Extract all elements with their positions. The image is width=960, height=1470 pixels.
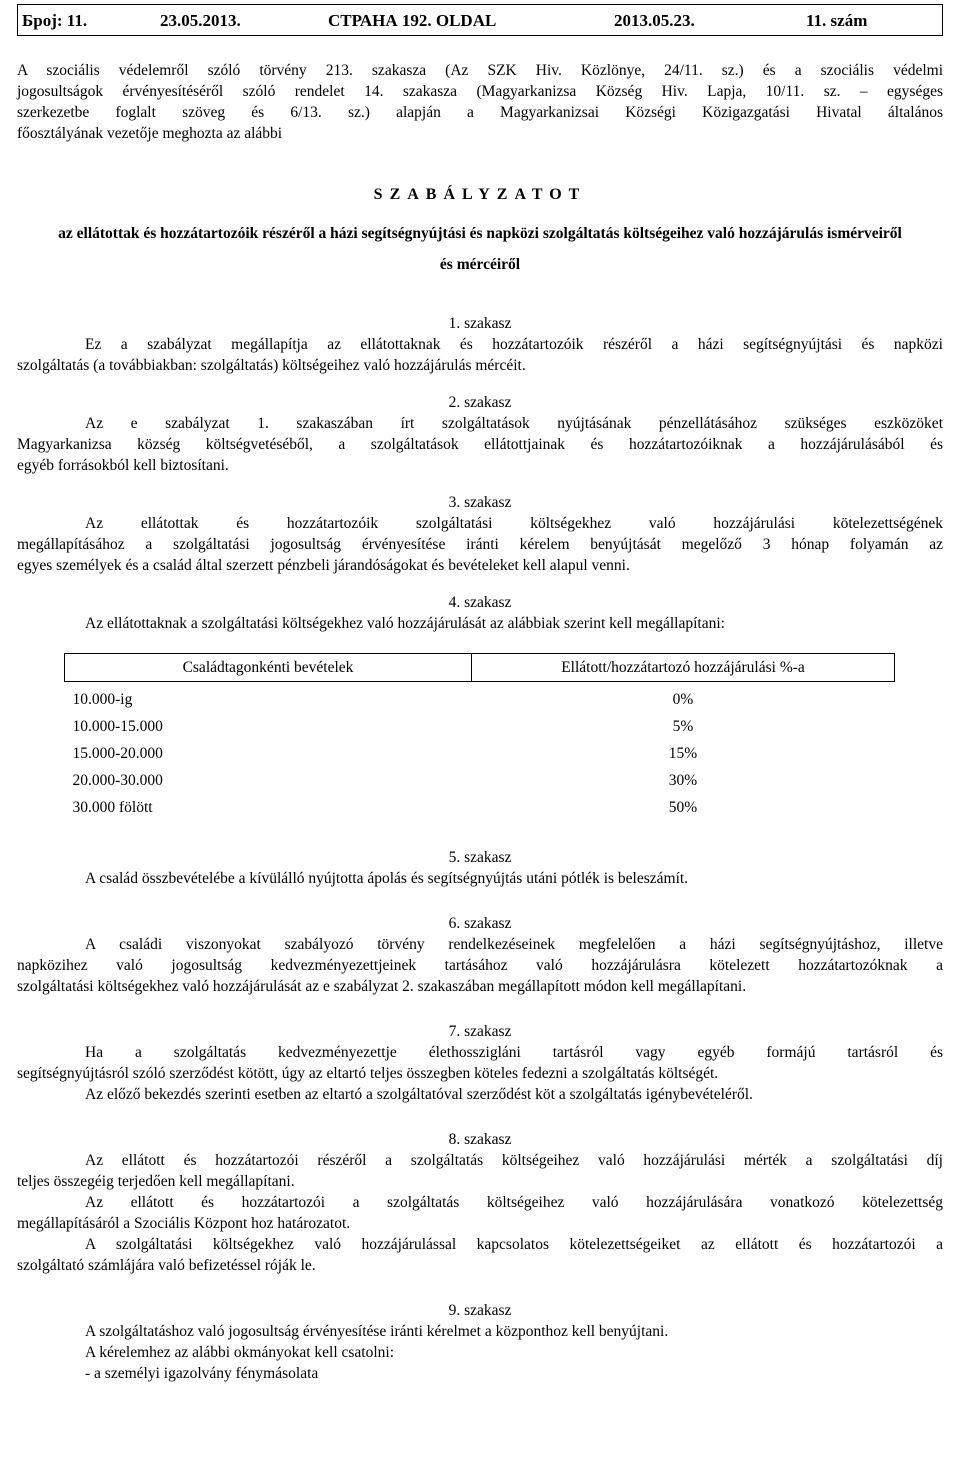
paragraph-line: Az ellátott és hozzátartozói a szolgáltatás költségeihez való hozzájárulására vonatkozó kötelezettség (85, 1194, 943, 1211)
table-cell-income: 20.000-30.000 (72, 772, 163, 789)
paragraph-line: Ha a szolgáltatás kedvezményezettje élethosszigláni tartásról vagy egyéb formájú tartásról és (85, 1044, 943, 1061)
paragraph-line: A szolgáltatáshoz való jogosultság érvényesítése iránti kérelmet a központhoz kell benyújtani. (85, 1323, 669, 1340)
paragraph-line: napközihez való jogosultság kedvezményezettjeinek tartásához való hozzájárulásra kötelezett hozzátartozóknak a (17, 957, 943, 974)
preamble (17, 60, 943, 144)
table-cell-percent: 30% (668, 772, 698, 789)
paragraph-line: segítségnyújtásról szóló szerződést kötött, úgy az eltartó teljes összegben köteles fedezni a szolgáltatás költségét. (17, 1065, 719, 1082)
table-cell-income: 30.000 fölött (72, 799, 153, 816)
paragraph-line: A szolgáltatási költségekhez való hozzájárulással kapcsolatos kötelezettségeiket az ellátott és hozzátartozói a (85, 1236, 943, 1253)
table-header-percent: Ellátott/hozzátartozó hozzájárulási %-a (472, 654, 895, 682)
section-title: 8. szakasz (448, 1131, 512, 1148)
table-cell-percent: 15% (668, 745, 698, 762)
paragraph-line: Az előző bekezdés szerinti esetben az eltartó a szolgáltatóval szerződést köt a szolgáltatás igénybevételéről. (85, 1086, 753, 1103)
paragraph-line: A kérelemhez az alábbi okmányokat kell csatolni: (85, 1344, 395, 1361)
paragraph-line: Az ellátott és hozzátartozói részéről a szolgáltatás költségeihez való hozzájárulási mérték a szolgáltatási díj (85, 1152, 943, 1169)
header-broj: Број: 11. (22, 11, 88, 30)
paragraph-line: megállapításáról a Szociális Központ hoz határozatot. (17, 1215, 351, 1232)
section-2 (17, 392, 943, 476)
section-title: 6. szakasz (448, 915, 512, 932)
section-title: 1. szakasz (448, 315, 512, 332)
table-cell-percent: 0% (672, 691, 694, 708)
section-8 (17, 1129, 943, 1276)
paragraph-line: szolgáltatási költségekhez való hozzájárulását az e szabályzat 2. szakaszában megállapított módon kell megállapítani. (17, 978, 747, 995)
header-date-serbian: 23.05.2013. (160, 11, 241, 30)
section-title: 3. szakasz (448, 494, 512, 511)
section-4 (17, 592, 943, 634)
section-3 (17, 492, 943, 576)
paragraph-line: Az e szabályzat 1. szakaszában írt szolgáltatások nyújtásának pénzellátásához szükséges eszközöket (85, 415, 943, 432)
table-cell-percent: 5% (672, 718, 694, 735)
section-5 (17, 847, 943, 889)
section-7 (17, 1021, 943, 1105)
section-9 (17, 1300, 943, 1384)
paragraph-line: szolgáltatás (a továbbiakban: szolgáltatás) költségeihez való hozzájárulás mércéit. (17, 357, 526, 374)
table-row (65, 713, 895, 740)
table-header-income: Családtagonkénti bevételek (65, 654, 472, 682)
table-cell-percent: 50% (668, 799, 698, 816)
table-cell-income: 10.000-ig (72, 691, 133, 708)
paragraph-line: szolgáltató számlájára való befizetéssel róják le. (17, 1257, 316, 1274)
paragraph-line: Az ellátottak és hozzátartozóik szolgáltatási költségekhez való hozzájárulási kötelezettségének (85, 515, 943, 532)
header-page-number: СТРАНА 192. OLDAL (328, 11, 497, 30)
table-cell-income: 10.000-15.000 (72, 718, 163, 735)
section-title: 5. szakasz (448, 849, 512, 866)
header-issue-number: 11. szám (806, 11, 868, 30)
paragraph-line: A családi viszonyokat szabályozó törvény rendelkezéseinek megfelelően a házi segítségnyújtáshoz, illetve (85, 936, 943, 953)
contribution-table (64, 653, 895, 821)
table-row (65, 794, 895, 821)
section-1 (17, 313, 943, 376)
table-row (65, 682, 895, 714)
table-cell-income: 15.000-20.000 (72, 745, 163, 762)
table-row (65, 767, 895, 794)
paragraph-line: - a személyi igazolvány fénymásolata (85, 1365, 319, 1382)
document-subtitle: az ellátottak és hozzátartozóik részéről a házi segítségnyújtási és napközi szolgáltatás költségeihez való hozzájárulás ismérveiről és mércéiről (58, 225, 902, 273)
paragraph-line: A család összbevételébe a kívülálló nyújtotta ápolás és segítségnyújtás utáni pótlék is beleszámít. (85, 870, 689, 887)
paragraph-line: egyéb forrásokból kell biztosítani. (17, 457, 229, 474)
preamble-line: szerkezetbe foglalt szöveg és 6/13. sz.) alapján a Magyarkanizsai Községi Közigazgatási Hivatal általános (17, 104, 943, 121)
paragraph-line: Ez a szabályzat megállapítja az ellátottaknak és hozzátartozóik részéről a házi segítségnyújtási és napközi (85, 336, 943, 353)
section-title: 9. szakasz (448, 1302, 512, 1319)
paragraph-line: egyes személyek és a család által szerzett pénzbeli járandóságokat és bevételeket kell alapul venni. (17, 557, 630, 574)
preamble-line: főosztályának vezetője meghozta az alábbi (17, 125, 283, 142)
preamble-line: A szociális védelemről szóló törvény 213. szakasza (Az SZK Hiv. Közlönye, 24/11. sz.) és a szociális védelmi (17, 62, 943, 79)
paragraph-line: Az ellátottaknak a szolgáltatási költségekhez való hozzájárulását az alábbiak szerint kell megállapítani: (85, 615, 725, 632)
page-header (17, 4, 943, 36)
header-date-hungarian: 2013.05.23. (614, 11, 695, 30)
paragraph-line: Magyarkanizsa község költségvetéséből, a szolgáltatások ellátottjainak és hozzátartozóiknak a hozzájárulásából és (17, 436, 943, 453)
document-page (17, 0, 943, 1384)
section-6 (17, 913, 943, 997)
table-header-row (65, 654, 895, 682)
document-title: SZABÁLYZATOT (373, 186, 587, 203)
table-row (65, 740, 895, 767)
section-title: 2. szakasz (448, 394, 512, 411)
section-title: 7. szakasz (448, 1023, 512, 1040)
paragraph-line: teljes összegéig terjedően kell megállapítani. (17, 1173, 295, 1190)
paragraph-line: megállapításához a szolgáltatási jogosultság érvényesítése iránti kérelem benyújtását megelőző 3 hónap folyamán az (17, 536, 943, 553)
preamble-line: jogosultságok érvényesítéséről szóló rendelet 14. szakasza (Magyarkanizsa Község Hiv. Lapja, 10/11. sz. – egységes (17, 83, 943, 100)
section-title: 4. szakasz (448, 594, 512, 611)
